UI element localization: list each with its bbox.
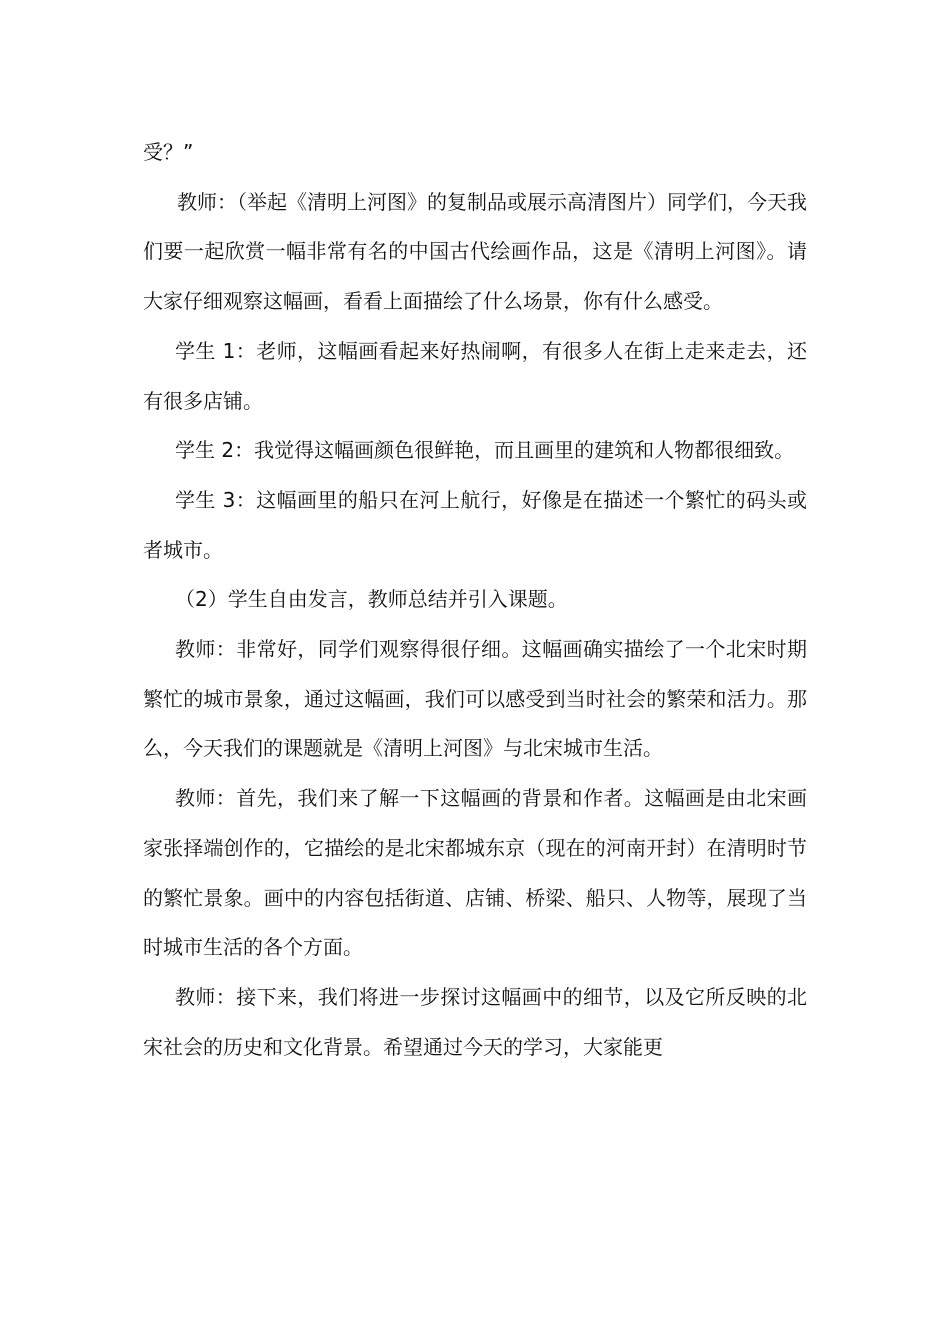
paragraph-student-3: 学生 3：这幅画里的船只在河上航行，好像是在描述一个繁忙的码头或者城市。	[143, 487, 807, 562]
paragraph-continuation: 受？”	[143, 140, 194, 164]
paragraph-teacher-intro: 教师：（举起《清明上河图》的复制品或展示高清图片）同学们，今天我们要一起欣赏一幅非常有名的中国古代绘画作品，这是《清明上河图》。请大家仔细观察这幅画，看看上面描绘了什么场景，你有什么感受。	[143, 189, 807, 314]
paragraph-teacher-next: 教师：接下来，我们将进一步探讨这幅画中的细节，以及它所反映的北宋社会的历史和文化背景。希望通过今天的学习，大家能更	[143, 984, 807, 1059]
paragraph-teacher-summary: 教师：非常好，同学们观察得很仔细。这幅画确实描绘了一个北宋时期繁忙的城市景象，通过这幅画，我们可以感受到当时社会的繁荣和活力。那么，今天我们的课题就是《清明上河图》与北宋城市生活。	[143, 637, 807, 761]
paragraph-student-1: 学生 1：老师，这幅画看起来好热闹啊，有很多人在街上走来走去，还有很多店铺。	[143, 338, 807, 413]
document-body	[143, 128, 807, 1072]
paragraph-step-2: （2）学生自由发言，教师总结并引入课题。	[175, 587, 568, 612]
paragraph-student-2: 学生 2：我觉得这幅画颜色很鲜艳，而且画里的建筑和人物都很细致。	[175, 438, 795, 463]
paragraph-teacher-background: 教师：首先，我们来了解一下这幅画的背景和作者。这幅画是由北宋画家张择端创作的，它描绘的是北宋都城东京（现在的河南开封）在清明时节的繁忙景象。画中的内容包括街道、店铺、桥梁、船只、人物等，展现了当时城市生活的各个方面。	[143, 786, 807, 960]
